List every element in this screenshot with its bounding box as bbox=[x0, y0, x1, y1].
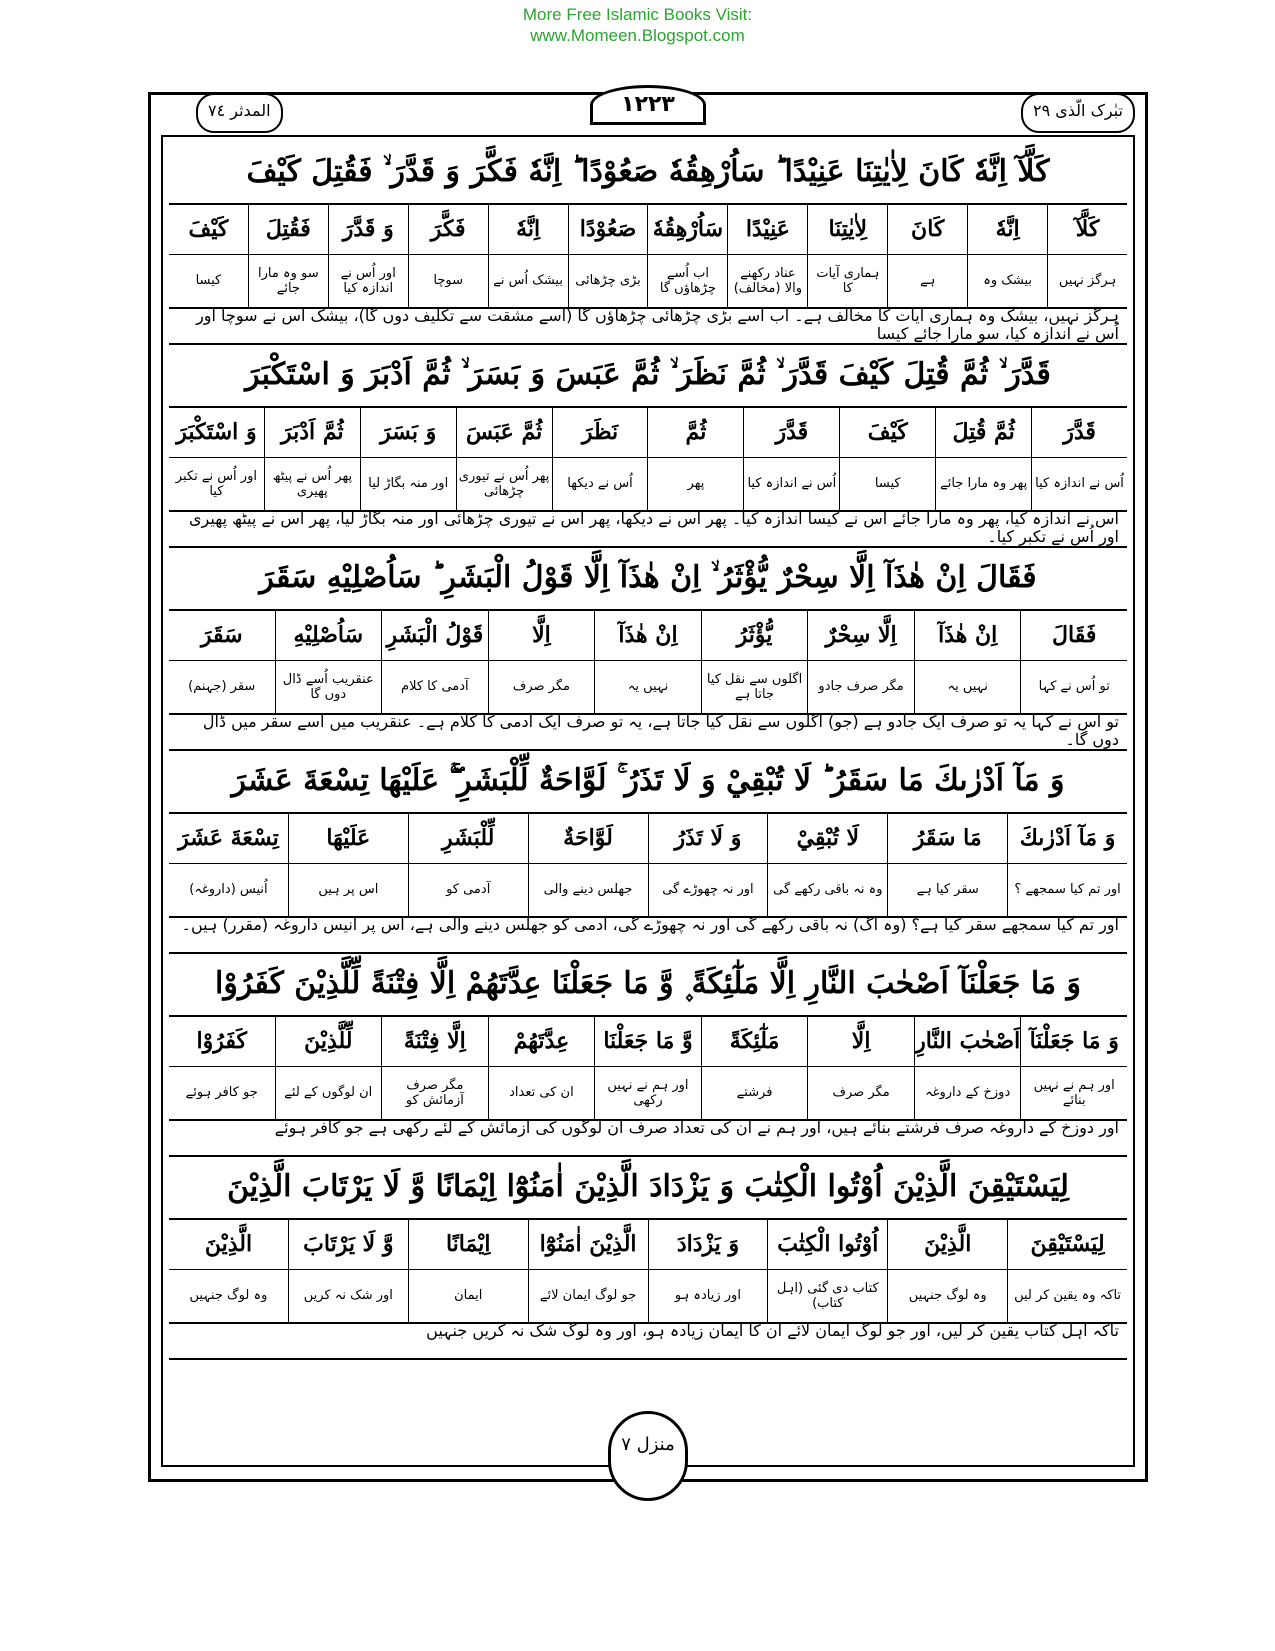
word-meaning: دوزخ کے داروغہ bbox=[925, 1085, 1011, 1101]
word-cell bbox=[594, 611, 701, 713]
word-cell bbox=[648, 814, 768, 916]
arabic-word: عَلَيْهَا bbox=[289, 814, 408, 864]
word-meaning: کیسا bbox=[874, 476, 901, 492]
word-meaning: جھلس دینے والی bbox=[543, 882, 633, 898]
arabic-word: وَ بَسَرَ bbox=[361, 408, 456, 458]
word-meaning: پھر bbox=[687, 476, 705, 492]
urdu-translation: ہرگز نہیں، بیشک وہ ہماری آیات کا مخالف ہے۔ اب اُسے بڑی چڑھائی چڑھاؤں گا (اُسے مشقت سے تکلیف دوں گا)، بیشک اُس نے سوچا اور اُس نے اندازہ کیا، سو مارا جائے کیسا bbox=[169, 307, 1127, 345]
arabic-word: لِّلْبَشَرِ bbox=[409, 814, 528, 864]
arabic-word: قَدَّرَ bbox=[744, 408, 839, 458]
word-grid bbox=[169, 406, 1127, 512]
quran-page bbox=[148, 92, 1148, 1482]
arabic-word: لِّلَّذِيْنَ bbox=[276, 1017, 382, 1067]
word-cell bbox=[647, 408, 743, 510]
word-meaning: اور نہ چھوڑے گی bbox=[662, 882, 754, 898]
word-cell bbox=[169, 1017, 275, 1119]
word-meaning: اور منہ بگاڑ لیا bbox=[368, 476, 449, 492]
word-meaning: سوچا bbox=[433, 273, 463, 289]
arabic-word: وَّ لَا يَرْتَابَ bbox=[289, 1220, 408, 1270]
arabic-word: الَّذِيْنَ اٰمَنُوْٓا bbox=[529, 1220, 648, 1270]
promo-line-1[interactable]: More Free Islamic Books Visit: bbox=[522, 5, 753, 24]
word-cell bbox=[169, 611, 275, 713]
word-cell bbox=[528, 814, 648, 916]
word-meaning: وہ لوگ جنہیں bbox=[908, 1288, 987, 1304]
word-cell bbox=[701, 1017, 808, 1119]
arabic-word: اِيْمَانًا bbox=[409, 1220, 528, 1270]
ayah-line: لِيَسْتَيْقِنَ الَّذِيْنَ اُوْتُوا الْكِتٰبَ وَ يَزْدَادَ الَّذِيْنَ اٰمَنُوْٓا اِيْمَانًا وَّ لَا يَرْتَابَ الَّذِيْنَ bbox=[227, 1169, 1069, 1204]
word-cell bbox=[807, 1017, 914, 1119]
word-meaning: اور زیادہ ہو bbox=[674, 1288, 741, 1304]
word-meaning: ان لوگوں کے لئے bbox=[284, 1085, 373, 1101]
word-cell bbox=[328, 205, 408, 307]
word-meaning: بڑی چڑھائی bbox=[575, 273, 641, 289]
word-meaning: اُس نے دیکھا bbox=[567, 476, 633, 492]
word-meaning: اور اُس نے تکبر کیا bbox=[175, 468, 257, 499]
arabic-word: كَانَ bbox=[888, 205, 967, 255]
word-cell bbox=[288, 1220, 408, 1322]
word-meaning: کیسا bbox=[195, 273, 222, 289]
word-cell bbox=[1007, 814, 1127, 916]
arabic-word: صَعُوْدًا bbox=[569, 205, 648, 255]
word-cell bbox=[488, 1017, 595, 1119]
word-cell bbox=[1020, 1017, 1127, 1119]
para-header: تبٰرک الّذی ٢٩ bbox=[1021, 93, 1135, 133]
word-cell bbox=[887, 814, 1007, 916]
word-meaning: پھر اُس نے پیٹھ پھیری bbox=[272, 468, 353, 499]
arabic-word: اِنْ هٰذَآ bbox=[915, 611, 1021, 661]
word-meaning: مگر صرف آزمائش کو bbox=[405, 1077, 464, 1108]
arabic-word: سَاُرْهِقُهٗ bbox=[648, 205, 727, 255]
word-meaning: اس پر ہیں bbox=[318, 882, 379, 898]
word-cell bbox=[767, 1220, 887, 1322]
word-meaning: نہیں یہ bbox=[627, 679, 669, 695]
arabic-word: كَفَرُوْا bbox=[169, 1017, 275, 1067]
ayah-line: وَ مَا جَعَلْنَآ اَصْحٰبَ النَّارِ اِلَّا مَلٰٓئِكَةً ۪ وَّ مَا جَعَلْنَا عِدَّتَهُمْ اِلَّا فِتْنَةً لِّلَّذِيْنَ كَفَرُوْا bbox=[215, 966, 1081, 1001]
word-meaning: عناد رکھنے والا (مخالف) bbox=[733, 265, 803, 296]
word-meaning: اُس نے اندازہ کیا bbox=[1035, 476, 1124, 492]
word-meaning: پھر اُس نے تیوری چڑھائی bbox=[458, 468, 550, 499]
urdu-translation: اور تم کیا سمجھے سقر کیا ہے؟ (وہ آگ) نہ باقی رکھے گی اور نہ چھوڑے گی، آدمی کو جھلس دینے والی ہے، اس پر اُنیس داروغہ (مقرر) ہیں۔ bbox=[169, 916, 1127, 954]
word-cell bbox=[914, 611, 1021, 713]
arabic-word: تِسْعَةَ عَشَرَ bbox=[169, 814, 288, 864]
arabic-word: عِدَّتَهُمْ bbox=[489, 1017, 595, 1067]
arabic-word: ثُمَّ عَبَسَ bbox=[457, 408, 552, 458]
urdu-translation: تاکہ اہل کتاب یقین کر لیں، اور جو لوگ ایمان لائے ان کا ایمان زیادہ ہو، اور وہ لوگ شک نہ کریں جنہیں bbox=[169, 1322, 1127, 1360]
word-cell bbox=[727, 205, 807, 307]
word-grid bbox=[169, 203, 1127, 309]
word-cell bbox=[594, 1017, 701, 1119]
word-meaning: اب اُسے چڑھاؤں گا bbox=[659, 265, 716, 296]
arabic-word: سَاُصْلِيْهِ bbox=[276, 611, 382, 661]
word-cell bbox=[408, 814, 528, 916]
word-cell bbox=[488, 611, 595, 713]
word-meaning: ہرگز نہیں bbox=[1058, 273, 1117, 289]
arabic-word: ثُمَّ قُتِلَ bbox=[936, 408, 1031, 458]
arabic-word: اِلَّا bbox=[489, 611, 595, 661]
word-meaning: جو لوگ ایمان لائے bbox=[539, 1288, 637, 1304]
urdu-translation: اُس نے اندازہ کیا، پھر وہ مارا جائے اُس نے کیسا اندازہ کیا۔ پھر اُس نے دیکھا، پھر اُس نے تیوری چڑھائی اور منہ بگاڑ لیا، پھر اُس نے پیٹھ پھیری اور اُس نے تکبر کیا۔ bbox=[169, 510, 1127, 548]
word-grid bbox=[169, 812, 1127, 918]
arabic-word: وَ قَدَّرَ bbox=[329, 205, 408, 255]
word-meaning: اُنیس (داروغہ) bbox=[189, 882, 268, 898]
arabic-word: ثُمَّ bbox=[648, 408, 743, 458]
arabic-word: كَيْفَ bbox=[169, 205, 248, 255]
word-cell bbox=[701, 611, 808, 713]
word-cell bbox=[264, 408, 360, 510]
arabic-word: وَّ مَا جَعَلْنَا bbox=[595, 1017, 701, 1067]
word-cell bbox=[767, 814, 887, 916]
arabic-word: يُّؤْثَرُ bbox=[702, 611, 808, 661]
word-meaning: مگر صرف bbox=[512, 679, 570, 695]
arabic-word: الَّذِيْنَ bbox=[169, 1220, 288, 1270]
word-cell bbox=[1047, 205, 1127, 307]
word-meaning: اور تم کیا سمجھے ؟ bbox=[1014, 882, 1121, 898]
word-meaning: اور ہم نے نہیں بنائے bbox=[1033, 1077, 1115, 1108]
arabic-word: لَوَّاحَةٌ bbox=[529, 814, 648, 864]
word-cell bbox=[552, 408, 648, 510]
arabic-word: وَ لَا تَذَرُ bbox=[649, 814, 768, 864]
arabic-word: اَصْحٰبَ النَّارِ bbox=[915, 1017, 1021, 1067]
page-content bbox=[161, 135, 1135, 1467]
word-meaning: مگر صرف جادو bbox=[818, 679, 904, 695]
word-cell bbox=[807, 205, 887, 307]
word-cell bbox=[648, 1220, 768, 1322]
arabic-word: الَّذِيْنَ bbox=[888, 1220, 1007, 1270]
word-meaning: ہماری آیات کا bbox=[816, 265, 880, 296]
word-grid bbox=[169, 1015, 1127, 1121]
arabic-word: اِنْ هٰذَآ bbox=[595, 611, 701, 661]
word-meaning: آدمی کو bbox=[446, 882, 491, 898]
arabic-word: نَظَرَ bbox=[553, 408, 648, 458]
arabic-word: فَكَّرَ bbox=[409, 205, 488, 255]
promo-line-2[interactable]: www.Momeen.Blogspot.com bbox=[530, 26, 745, 45]
word-meaning: بیشک اُس نے bbox=[493, 273, 563, 289]
arabic-word: اِنَّهٗ bbox=[968, 205, 1047, 255]
word-cell bbox=[169, 814, 288, 916]
page-number: ١٢٢٣ bbox=[590, 85, 706, 125]
ayah-line: قَدَّرَ ۙ ثُمَّ قُتِلَ كَيْفَ قَدَّرَ ۙ ثُمَّ نَظَرَ ۙ ثُمَّ عَبَسَ وَ بَسَرَ ۙ ثُمَّ اَدْبَرَ وَ اسْتَكْبَرَ bbox=[245, 357, 1051, 392]
promo-banner bbox=[0, 4, 1275, 46]
ayah-line: وَ مَآ اَدْرٰىكَ مَا سَقَرُ ؕ لَا تُبْقِيْ وَ لَا تَذَرُ ۚ لَوَّاحَةٌ لِّلْبَشَرِ ۚۖ عَلَيْهَا تِسْعَةَ عَشَرَ bbox=[231, 763, 1065, 798]
word-meaning: وہ نہ باقی رکھے گی bbox=[773, 882, 883, 898]
arabic-word: فَقُتِلَ bbox=[249, 205, 328, 255]
word-cell bbox=[528, 1220, 648, 1322]
arabic-word: لِاٰيٰتِنَا bbox=[808, 205, 887, 255]
word-meaning: اور اُس نے اندازہ کیا bbox=[340, 265, 396, 296]
word-cell bbox=[887, 1220, 1007, 1322]
word-cell bbox=[169, 1220, 288, 1322]
word-cell bbox=[568, 205, 648, 307]
word-meaning: وہ لوگ جنہیں bbox=[189, 1288, 268, 1304]
word-meaning: تاکہ وہ یقین کر لیں bbox=[1014, 1288, 1122, 1304]
word-meaning: ہے bbox=[920, 273, 936, 289]
arabic-word: كَلَّآ bbox=[1048, 205, 1127, 255]
arabic-word: قَدَّرَ bbox=[1032, 408, 1127, 458]
arabic-word: وَ يَزْدَادَ bbox=[649, 1220, 768, 1270]
ayah-line: كَلَّآ اِنَّهٗ كَانَ لِاٰيٰتِنَا عَنِيْدًا ؕ سَاُرْهِقُهٗ صَعُوْدًا ؕ اِنَّهٗ فَكَّرَ وَ قَدَّرَ ۙ فَقُتِلَ كَيْفَ bbox=[246, 154, 1050, 189]
arabic-word: اِنَّهٗ bbox=[489, 205, 568, 255]
arabic-word: لَا تُبْقِيْ bbox=[768, 814, 887, 864]
word-cell bbox=[288, 814, 408, 916]
word-meaning: نہیں یہ bbox=[947, 679, 988, 695]
arabic-word: سَقَرَ bbox=[169, 611, 275, 661]
word-grid bbox=[169, 1218, 1127, 1324]
word-meaning: اگلوں سے نقل کیا جاتا ہے bbox=[706, 671, 803, 702]
arabic-word: عَنِيْدًا bbox=[728, 205, 807, 255]
arabic-word: مَلٰٓئِكَةً bbox=[702, 1017, 808, 1067]
ayah-line: فَقَالَ اِنْ هٰذَآ اِلَّا سِحْرٌ يُّؤْثَرُ ۙ اِنْ هٰذَآ اِلَّا قَوْلُ الْبَشَرِ ؕ سَاُصْلِيْهِ سَقَرَ bbox=[259, 560, 1037, 595]
word-cell bbox=[381, 1017, 488, 1119]
word-meaning: فرشتے bbox=[736, 1085, 773, 1101]
arabic-word: فَقَالَ bbox=[1021, 611, 1127, 661]
arabic-word: اُوْتُوا الْكِتٰبَ bbox=[768, 1220, 887, 1270]
word-meaning: عنقریب اُسے ڈال دوں گا bbox=[282, 671, 374, 702]
word-cell bbox=[647, 205, 727, 307]
word-cell bbox=[935, 408, 1031, 510]
word-meaning: بیشک وہ bbox=[983, 273, 1033, 289]
word-cell bbox=[248, 205, 328, 307]
arabic-word: لِيَسْتَيْقِنَ bbox=[1008, 1220, 1127, 1270]
word-cell bbox=[275, 611, 382, 713]
arabic-word: اِلَّا سِحْرٌ bbox=[808, 611, 914, 661]
word-cell bbox=[275, 1017, 382, 1119]
arabic-word: ثُمَّ اَدْبَرَ bbox=[265, 408, 360, 458]
word-cell bbox=[1007, 1220, 1127, 1322]
arabic-word: وَ مَآ اَدْرٰىكَ bbox=[1008, 814, 1127, 864]
word-meaning: ان کی تعداد bbox=[509, 1085, 574, 1101]
word-meaning: اور ہم نے نہیں رکھی bbox=[607, 1077, 689, 1108]
word-meaning: جو کافر ہوئے bbox=[185, 1085, 258, 1101]
manzil-emblem: منزل ٧ bbox=[608, 1411, 688, 1501]
word-cell bbox=[743, 408, 839, 510]
word-cell bbox=[169, 408, 264, 510]
word-meaning: سقر کیا ہے bbox=[916, 882, 979, 898]
word-cell bbox=[807, 611, 914, 713]
word-grid bbox=[169, 609, 1127, 715]
word-meaning: اُس نے اندازہ کیا bbox=[747, 476, 837, 492]
word-cell bbox=[381, 611, 488, 713]
word-meaning: اور شک نہ کریں bbox=[303, 1288, 393, 1304]
word-meaning: مگر صرف bbox=[832, 1085, 890, 1101]
word-cell bbox=[456, 408, 552, 510]
urdu-translation: اور دوزخ کے داروغہ صرف فرشتے بنائے ہیں، اور ہم نے ان کی تعداد صرف ان لوگوں کی آزمائش کے لئے رکھی ہے جو کافر ہوئے bbox=[169, 1119, 1127, 1157]
arabic-word: كَيْفَ bbox=[840, 408, 935, 458]
arabic-word: مَا سَقَرُ bbox=[888, 814, 1007, 864]
arabic-word: وَ مَا جَعَلْنَآ bbox=[1021, 1017, 1127, 1067]
word-meaning: پھر وہ مارا جائے bbox=[940, 476, 1028, 492]
arabic-word: اِلَّا فِتْنَةً bbox=[382, 1017, 488, 1067]
word-meaning: ایمان bbox=[454, 1288, 483, 1304]
word-cell bbox=[1020, 611, 1127, 713]
arabic-word: وَ اسْتَكْبَرَ bbox=[169, 408, 264, 458]
arabic-word: قَوْلُ الْبَشَرِ bbox=[382, 611, 488, 661]
word-cell bbox=[169, 205, 248, 307]
urdu-translation: تو اُس نے کہا یہ تو صرف ایک جادو ہے (جو) اگلوں سے نقل کیا جاتا ہے، یہ تو صرف ایک آدمی کا کلام ہے۔ عنقریب میں اُسے سقر میں ڈال دوں گا۔ bbox=[169, 713, 1127, 751]
word-cell bbox=[360, 408, 456, 510]
word-cell bbox=[488, 205, 568, 307]
word-cell bbox=[408, 205, 488, 307]
word-meaning: سو وہ مارا جائے bbox=[258, 265, 319, 296]
word-meaning: آدمی کا کلام bbox=[401, 679, 469, 695]
word-meaning: سقر (جہنم) bbox=[188, 679, 256, 695]
word-cell bbox=[914, 1017, 1021, 1119]
word-meaning: کتاب دی گئی (اہل کتاب) bbox=[776, 1280, 879, 1311]
word-cell bbox=[887, 205, 967, 307]
word-cell bbox=[839, 408, 935, 510]
word-cell bbox=[967, 205, 1047, 307]
word-meaning: تو اُس نے کہا bbox=[1038, 679, 1110, 695]
word-cell bbox=[1031, 408, 1127, 510]
arabic-word: اِلَّا bbox=[808, 1017, 914, 1067]
surah-header: المدثر ٧٤ bbox=[196, 93, 283, 133]
word-cell bbox=[408, 1220, 528, 1322]
